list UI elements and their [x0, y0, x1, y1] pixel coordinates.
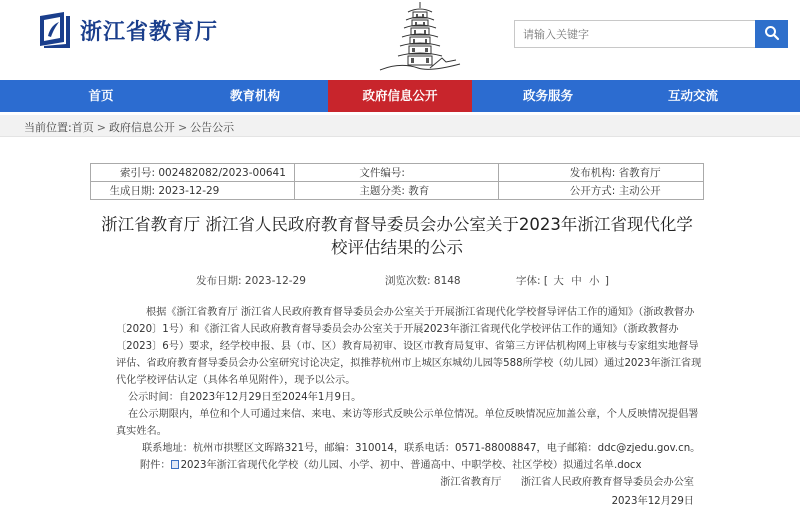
- article-title: 浙江省教育厅 浙江省人民政府教育督导委员会办公室关于2023年浙江省现代化学 校评估结果的公示: [101, 215, 693, 257]
- pagoda-illustration: [370, 0, 470, 78]
- search-bar: [514, 20, 788, 48]
- article-paragraph: 根据《浙江省教育厅 浙江省人民政府教育督导委员会办公室关于开展浙江省现代化学校督导评估工作的通知》（浙政教督办〔2020〕1号）和《浙江省人民政府教育督导委员会办公室关于开展2023年浙江省现代化学校评估工作的通知》（浙政教督办〔2023〕6号）要求，经学校申报、县（市、区）教育局初审、设区市教育局复审、省第三方评估机构网上审核与专家组实地督导评估、省政府教育督导委员会办公室研究讨论决定，拟推荐杭州市上城区东城幼儿园等588所学校（幼儿园）通过2023年浙江省现代化学校评估认定（具体名单见附件），现予以公示。: [116, 307, 702, 386]
- breadcrumb-bar: [0, 115, 800, 137]
- breadcrumb-gov-info[interactable]: 政府信息公开: [108, 121, 175, 134]
- breadcrumb: [24, 119, 234, 135]
- nav-item-services[interactable]: 政务服务: [522, 88, 573, 103]
- logo-emblem-icon: [36, 10, 72, 50]
- logo-text: 浙江省教育厅: [80, 19, 219, 45]
- breadcrumb-home[interactable]: 首页: [71, 121, 94, 134]
- view-count: 浏览次数: 8148: [385, 275, 461, 287]
- info-open-mode: 公开方式: 主动公开: [499, 182, 704, 200]
- info-index: 索引号: 002482082/2023-00641: [91, 164, 295, 182]
- info-topic: 主题分类: 教育: [294, 182, 498, 200]
- breadcrumb-sep: >: [177, 121, 188, 134]
- article-paragraph: 联系地址：杭州市拱墅区文晖路321号，邮编：310014，联系电话：0571-88008847，电子邮箱：ddc@zjedu.gov.cn。: [142, 443, 701, 454]
- nav-item-institutions[interactable]: 教育机构: [229, 88, 280, 103]
- info-publisher: 发布机构: 省教育厅: [499, 164, 704, 182]
- nav-item-home[interactable]: 首页: [88, 88, 114, 103]
- info-gen-date: 生成日期: 2023-12-29: [91, 182, 295, 200]
- search-input[interactable]: [514, 20, 755, 48]
- attachment-link[interactable]: 2023年浙江省现代化学校（幼儿园、小学、初中、普通高中、中职学校、社区学校）拟通过名单.docx: [180, 460, 642, 471]
- publish-date: 发布日期: 2023-12-29: [196, 275, 306, 287]
- document-info-table: [90, 163, 704, 200]
- search-icon: [764, 25, 780, 44]
- font-size-switcher: 字体: [ 大 中 小 ]: [516, 275, 609, 287]
- info-doc-no: 文件编号:: [294, 164, 498, 182]
- breadcrumb-prefix: 当前位置:: [24, 121, 72, 134]
- breadcrumb-notices[interactable]: 公告公示: [190, 121, 235, 134]
- site-logo[interactable]: [36, 10, 218, 50]
- signature-orgs: 浙江省教育厅 浙江省人民政府教育督导委员会办公室: [440, 477, 694, 488]
- nav-item-gov-info[interactable]: 政府信息公开: [328, 80, 472, 112]
- nav-item-interaction[interactable]: 互动交流: [667, 88, 718, 103]
- main-nav: [0, 80, 800, 112]
- search-button[interactable]: [755, 20, 788, 48]
- article-paragraph: 在公示期限内，单位和个人可通过来信、来电、来访等形式反映公示单位情况。单位反映情况应加盖公章，个人反映情况提倡署真实姓名。: [116, 409, 699, 437]
- breadcrumb-sep: >: [96, 121, 106, 134]
- document-icon: [171, 460, 179, 469]
- site-header: [0, 0, 800, 78]
- font-size-small[interactable]: 小: [589, 275, 600, 287]
- font-size-large[interactable]: 大: [553, 275, 564, 287]
- article-paragraph: 公示时间：自2023年12月29日至2024年1月9日。: [128, 392, 362, 403]
- font-size-medium[interactable]: 中: [571, 275, 582, 287]
- article-body: [116, 304, 706, 510]
- attachment-line: 附件： 2023年浙江省现代化学校（幼儿园、小学、初中、普通高中、中职学校、社区学校）拟通过名单.docx: [140, 460, 642, 471]
- signature-date: 2023年12月29日: [611, 496, 694, 507]
